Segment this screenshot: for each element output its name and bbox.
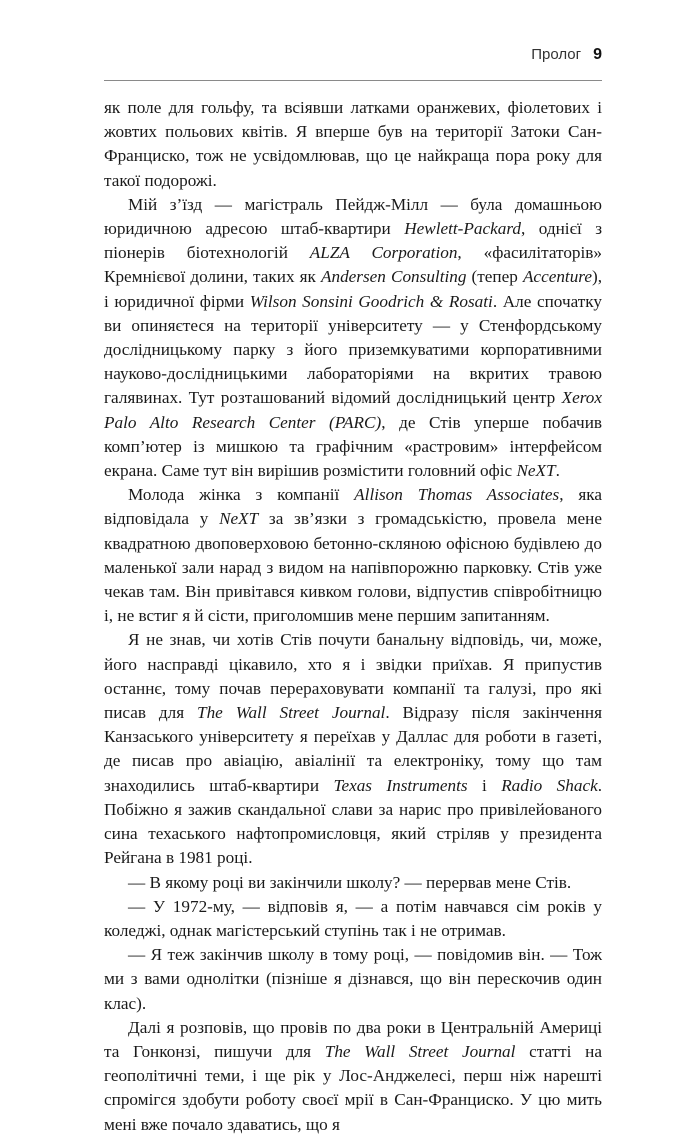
italic-text: Allison Thomas Associates (354, 485, 560, 505)
running-head (531, 46, 602, 66)
running-head-section: Пролог (531, 46, 582, 63)
italic-text: Wilson Sonsini Goodrich & Rosati (249, 291, 493, 311)
header-rule (104, 80, 602, 81)
text-run: . Але спочатку ви опиняєтеся на території університету — у Стенфордському дослідницькому парку з його приземкуватими корпоративними науково-дослідницькими лабораторіями на вкритих травою галявинах. Тут розташований відомий дослідницький центр (104, 291, 602, 408)
paragraph (104, 943, 602, 1016)
italic-text: The Wall Street Journal (197, 703, 386, 723)
paragraph (104, 895, 602, 943)
paragraph (104, 483, 602, 628)
text-run: — У 1972-му, — відповів я, — а потім навчався сім років у коледжі, однак магістерський ступінь так і не отримав. (104, 896, 602, 940)
italic-text: Texas Instruments (333, 775, 468, 795)
italic-text: Hewlett-Packard (404, 219, 521, 239)
page-number: 9 (593, 46, 602, 63)
paragraph (104, 1016, 602, 1137)
text-run: ), і юридичної фірми (104, 267, 602, 311)
italic-text: NeXT (219, 509, 259, 529)
italic-text: NeXT (516, 461, 556, 481)
italic-text: The Wall Street Journal (324, 1041, 516, 1061)
paragraph (104, 871, 602, 895)
text-run: . Побіжно я зажив скандальної слави за нарис про привілейованого сина техаського нафтопромисловця, який стріляв у президента Рейгана в 1981 році. (104, 775, 602, 868)
text-run: (тепер (466, 267, 523, 287)
text-run: і (467, 775, 502, 795)
text-run: , однієї з піонерів біотехнологій (104, 219, 602, 263)
body-text (104, 96, 602, 1137)
text-run: Я не знав, чи хотів Стів почути банальну відповідь, чи, може, його насправді цікавило, хто я і звідки приїхав. Я припустив останнє, тому почав перераховувати компанії та галузі, про які писав для (104, 630, 602, 723)
text-run: . (555, 461, 560, 481)
paragraph (104, 96, 602, 193)
text-run: , де Стів уперше побачив комп’ютер із мишкою та графічним «растровим» інтерфейсом екрана. Саме тут він вирішив розмістити головний офіс (104, 412, 603, 481)
text-run: , яка відповідала у (104, 485, 602, 529)
italic-text: Radio Shack (501, 775, 598, 795)
paragraph (104, 193, 602, 483)
text-run: статті на геополітичні теми, і ще рік у Лос-Анджелесі, перш ніж нарешті спромігся здобути роботу своєї мрії в Сан-Франциско. У цю мить мені вже почало здаватись, що я (104, 1041, 602, 1134)
text-run: за зв’язки з громадськістю, провела мене квадратною двоповерховою бетонно-скляною офісною будівлею до маленької зали нарад з видом на напівпорожню парковку. Стів уже чекав там. Він привітався кивком голови, відпустив співробітницю і, не встиг я й сісти, приголомшив мене першим запитанням. (104, 509, 602, 626)
paragraph (104, 628, 602, 870)
text-run: Молода жінка з компанії (128, 485, 355, 505)
text-run: — Я теж закінчив школу в тому році, — повідомив він. — Тож ми з вами однолітки (пізніше я дізнався, що він перескочив один клас). (104, 945, 602, 1013)
italic-text: ALZA Corporation (309, 243, 458, 263)
italic-text: Andersen Consulting (320, 267, 467, 287)
text-run: . Відразу після закінчення Канзаського університету я переїхав у Даллас для роботи в газеті, де писав про авіацію, авіалінії та електроніку, тому що там знаходились штаб-квартири (104, 703, 602, 795)
text-run: , «фасилітаторів» Кремнієвої долини, таких як (104, 243, 602, 287)
text-run: — В якому році ви закінчили школу? — перервав мене Стів. (128, 872, 572, 892)
text-run: Мій з’їзд — магістраль Пейдж-Мілл — була домашньою юридичною адресою штаб-квартири (104, 194, 602, 239)
italic-text: Accenture (522, 267, 592, 287)
text-run: Далі я розповів, що провів по два роки в Центральній Америці та Гонконзі, пишучи для (104, 1017, 602, 1061)
italic-text: Xerox Palo Alto Research Center (PARC) (104, 388, 602, 432)
text-run: як поле для гольфу, та всіявши латками оранжевих, фіолетових і жовтих польових квітів. Я вперше був на території Затоки Сан-Франциско, тож не усвідомлював, що це найкраща пора року для такої подорожі. (104, 98, 602, 190)
